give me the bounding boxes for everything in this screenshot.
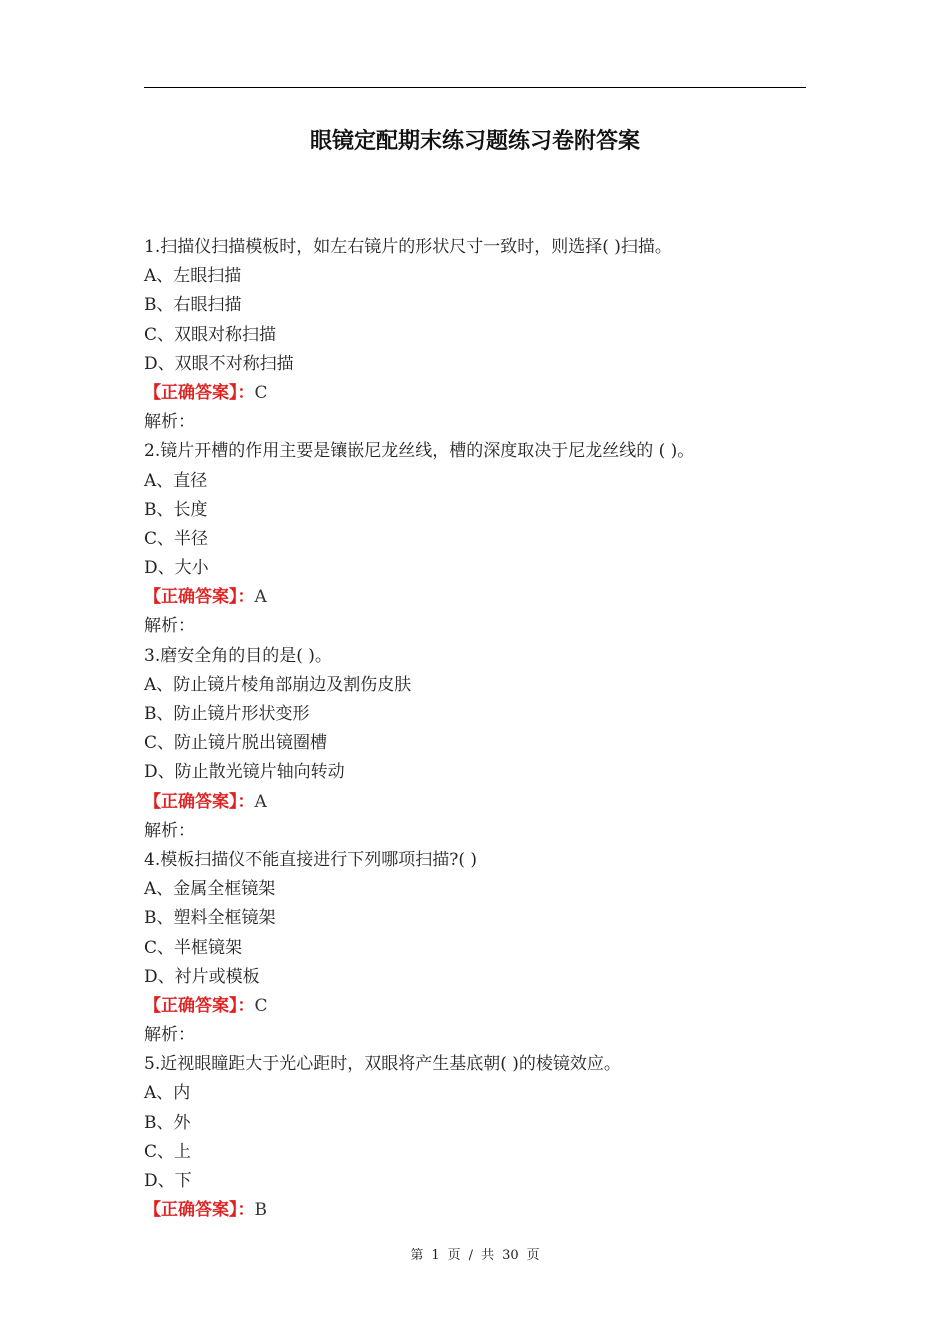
- option-d: D、大小: [144, 558, 209, 579]
- analysis-label: 解析：: [144, 616, 195, 637]
- answer-line: [144, 788, 806, 817]
- question-text: 4.模板扫描仪不能直接进行下列哪项扫描?( ): [144, 849, 478, 870]
- option-a: A、左眼扫描: [144, 266, 242, 287]
- footer-total-unit: 页: [526, 1248, 540, 1263]
- answer-value: B: [254, 1200, 267, 1221]
- option-b: B、外: [144, 1112, 191, 1133]
- question-text: 1.扫描仪扫描模板时，如左右镜片的形状尺寸一致时，则选择( )扫描。: [144, 237, 672, 257]
- option-b: B、长度: [144, 499, 208, 520]
- option-d: D、下: [144, 1171, 192, 1191]
- footer-total-prefix: 共: [481, 1248, 495, 1263]
- option-a: A、内: [144, 1083, 191, 1104]
- answer-line: [144, 583, 806, 612]
- option-b: B、防止镜片形状变形: [144, 704, 310, 724]
- answer-label: 【正确答案】：: [144, 791, 255, 812]
- option-b: B、右眼扫描: [144, 295, 242, 316]
- answer-value: C: [254, 382, 268, 403]
- answer-label: 【正确答案】：: [144, 587, 255, 608]
- document-title: 眼镜定配期末练习题练习卷附答案: [309, 129, 640, 154]
- option-d: D、双眼不对称扫描: [144, 353, 294, 374]
- option-c: C、防止镜片脱出镜圈槽: [144, 733, 328, 754]
- page-number: 1: [431, 1248, 440, 1263]
- answer-label: 【正确答案】：: [144, 995, 255, 1016]
- question-text: 5.近视眼瞳距大于光心距时，双眼将产生基底朝( )的棱镜效应。: [144, 1054, 621, 1075]
- option-d: D、防止散光镜片轴向转动: [144, 762, 345, 783]
- option-b: B、塑料全框镜架: [144, 908, 276, 929]
- answer-value: A: [254, 791, 267, 812]
- question-list: [144, 233, 806, 1225]
- answer-label: 【正确答案】：: [144, 382, 255, 403]
- footer-prefix: 第: [410, 1248, 424, 1263]
- option-c: C、上: [144, 1141, 192, 1162]
- option-d: D、衬片或模板: [144, 966, 260, 987]
- question-text: 2.镜片开槽的作用主要是镶嵌尼龙丝线，槽的深度取决于尼龙丝线的 ( )。: [144, 441, 695, 462]
- header-rule: [144, 87, 806, 88]
- answer-line: [144, 992, 806, 1021]
- answer-label: 【正确答案】：: [144, 1200, 255, 1221]
- question-text: 3.磨安全角的目的是( )。: [144, 645, 332, 666]
- option-a: A、防止镜片棱角部崩边及割伤皮肤: [144, 674, 412, 695]
- footer-separator: /: [468, 1248, 474, 1263]
- option-a: A、直径: [144, 470, 208, 491]
- page-footer: [0, 1244, 950, 1263]
- analysis-label: 解析：: [144, 1025, 195, 1046]
- total-pages: 30: [502, 1248, 519, 1263]
- option-c: C、双眼对称扫描: [144, 324, 277, 345]
- answer-line: [144, 379, 806, 408]
- answer-line: [144, 1196, 806, 1225]
- footer-page-unit: 页: [447, 1248, 461, 1263]
- answer-value: A: [254, 587, 267, 608]
- analysis-label: 解析：: [144, 412, 195, 433]
- analysis-label: 解析：: [144, 820, 195, 841]
- answer-value: C: [254, 995, 268, 1016]
- option-c: C、半框镜架: [144, 937, 243, 958]
- option-a: A、金属全框镜架: [144, 879, 276, 900]
- option-c: C、半径: [144, 528, 209, 549]
